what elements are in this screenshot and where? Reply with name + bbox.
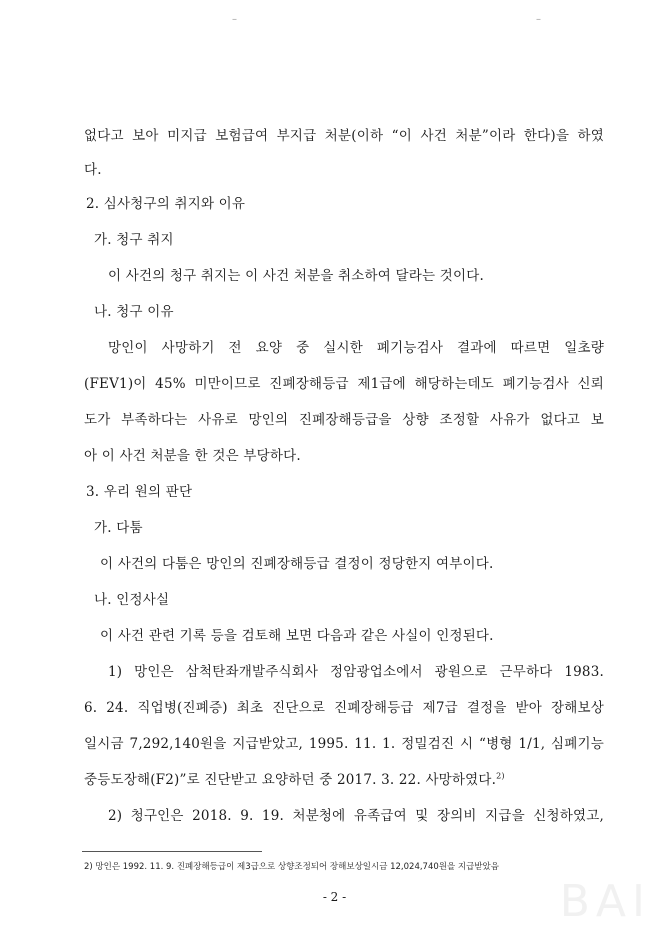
footnote-reference: 2) [496,771,505,781]
body-line-reason-1: 망인이 사망하기 전 요양 중 실시한 폐기능검사 결과에 따르면 일초량 [108,340,604,356]
scan-mark-top-left: – [232,14,237,25]
footnote-divider [82,851,262,852]
body-line-finding-1d-text: 중등도장해(F2)”로 진단받고 요양하던 중 2017. 3. 22. 사망하였다. [84,772,497,788]
body-line-finding-1a: 1) 망인은 삼척탄좌개발주식회사 정암광업소에서 광원으로 근무하다 1983. [108,664,604,680]
scan-mark-top-right: – [536,14,541,25]
subheading-claim-purpose: 가. 청구 취지 [94,232,174,248]
body-line-finding-1d [84,768,505,788]
section-heading-2: 2. 심사청구의 취지와 이유 [86,196,246,212]
body-line-claim-purpose: 이 사건의 청구 취지는 이 사건 처분을 취소하여 달라는 것이다. [108,268,484,284]
subheading-findings: 나. 인정사실 [94,592,170,608]
body-line-finding-1b: 6. 24. 직업병(진폐증) 최초 진단으로 진폐장해등급 제7급 결정을 받아 장해보상 [84,700,604,716]
page-number: - 2 - [322,890,347,904]
body-line-reason-3: 도가 부족하다는 사유로 망인의 진폐장해등급을 상향 조정할 사유가 없다고 보 [84,412,604,428]
body-line-1: 없다고 보아 미지급 보험급여 부지급 처분(이하 “이 사건 처분”이라 한다)을 하였 [84,128,604,144]
body-line-2: 다. [84,162,102,178]
body-line-reason-4: 아 이 사건 처분을 한 것은 부당하다. [84,448,301,464]
section-heading-3: 3. 우리 원의 판단 [86,484,193,500]
subheading-dispute: 가. 다툼 [94,520,143,536]
body-line-dispute: 이 사건의 다툼은 망인의 진폐장해등급 결정이 정당한지 여부이다. [100,556,494,572]
body-line-finding-1c: 일시금 7,292,140원을 지급받았고, 1995. 11. 1. 정밀검진 시 “병형 1/1, 심폐기능 [84,736,604,752]
watermark-logo: BAI [559,876,651,927]
body-line-reason-2: (FEV1)이 45% 미만이므로 진폐장해등급 제1급에 해당하는데도 폐기능검사 신뢰 [84,376,604,392]
body-line-findings-intro: 이 사건 관련 기록 등을 검토해 보면 다음과 같은 사실이 인정된다. [100,628,494,644]
subheading-claim-reason: 나. 청구 이유 [94,304,174,320]
body-line-finding-2: 2) 청구인은 2018. 9. 19. 처분청에 유족급여 및 장의비 지급을 신청하였고, [108,808,604,824]
footnote-text: 2) 망인은 1992. 11. 9. 진폐장해등급이 제3급으로 상향조정되어 장해보상일시금 12,024,740원을 지급받았음 [84,862,499,872]
